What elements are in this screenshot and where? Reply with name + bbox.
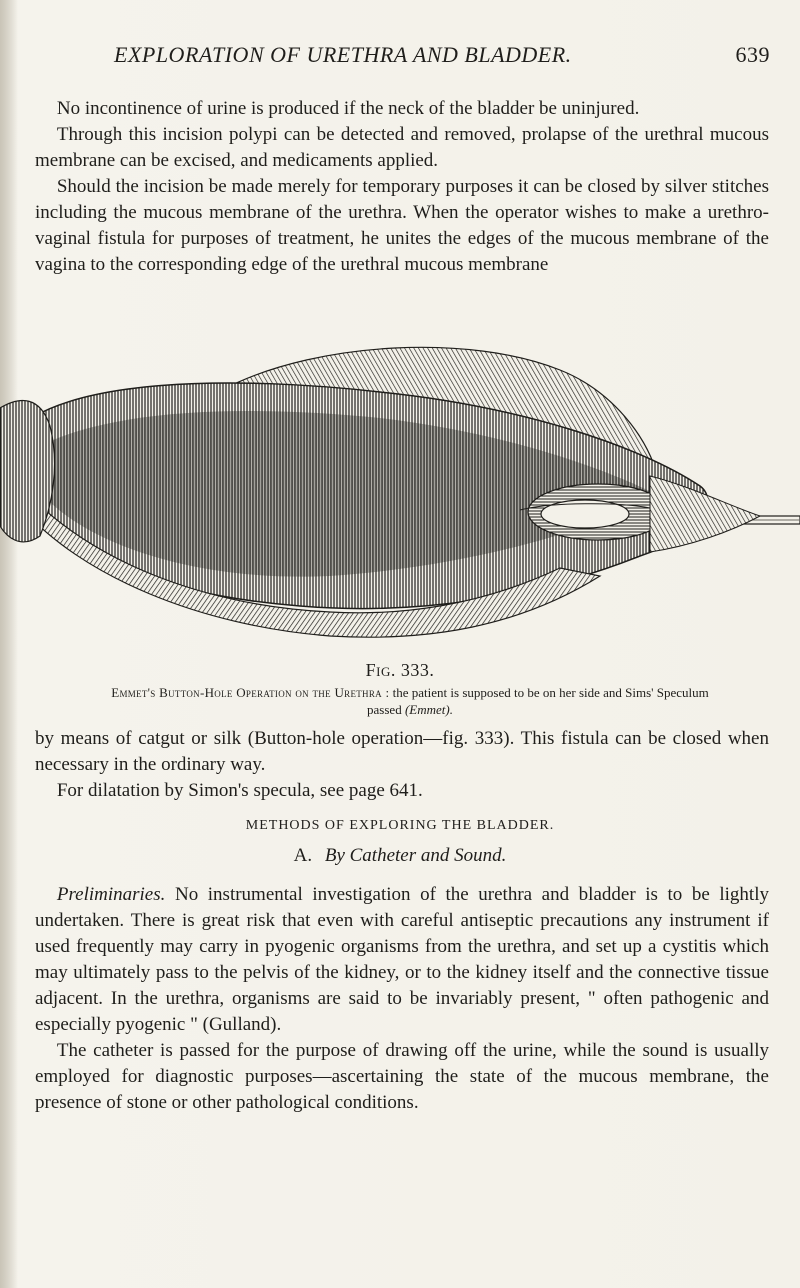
preliminaries-lead: Preliminaries. (56, 884, 166, 905)
subheading-text: By Catheter and Sound. (324, 845, 507, 866)
figure-caption (95, 684, 725, 718)
paragraph-temporary-incision: Should the incision be made merely for temporary purposes it can be closed by silver stitches including the mucous membrane of the urethra. When the operator wishes to make a urethro-vaginal fistula for purposes of treatment, he unites the edges of the mucous membrane of the vagina to the corresponding edge of the urethral mucous membrane (35, 176, 769, 275)
preliminaries-text: No instrumental investigation of the urethra and bladder is to be lightly undertaken. There is great risk that even with careful antiseptic precautions any instrument if used frequently may carry in pyogenic organisms from the urethra, and set up a cystitis which may ultimately pass to the pelvis of the kidney, or to the kidney itself and the connective tissue adjacent. In the urethra, organisms are said to be invariably present, " often pathogenic and especially pyogenic " (Gulland). (35, 884, 769, 1035)
section-heading: METHODS OF EXPLORING THE BLADDER. (245, 818, 555, 833)
caption-title: Emmet's Button-Hole Operation on the Urethra : (111, 685, 390, 700)
running-title: EXPLORATION OF URETHRA AND BLADDER. (114, 42, 572, 67)
paragraph-incontinence: No incontinence of urine is produced if the neck of the bladder be uninjured. (56, 98, 640, 119)
paragraph-preliminaries (35, 882, 769, 1038)
paragraph-catheter (35, 1038, 769, 1116)
caption-credit: (Emmet). (404, 702, 453, 717)
catheter-text: The catheter is passed for the purpose of drawing off the urine, while the sound is usually employed for diagnostic purposes—ascertaining the state of the mucous membrane, the presence of stone or other pathological conditions. (35, 1040, 769, 1113)
running-header (92, 42, 782, 82)
paragraph-dilatation: For dilatation by Simon's specula, see page 641. (56, 780, 423, 801)
paragraph-catgut: by means of catgut or silk (Button-hole operation—fig. 333). This fistula can be closed when necessary in the ordinary way. (35, 728, 769, 775)
figure-label: Fig. 333. (365, 660, 435, 680)
subheading-label: A. (293, 845, 313, 866)
caption-description: the patient is supposed to be on her side and Sims' Speculum passed (367, 685, 709, 717)
right-tissue-fold (650, 476, 760, 552)
paragraph-polypi: Through this incision polypi can be detected and removed, prolapse of the urethral mucous membrane can be excised, and medicaments applied. (35, 124, 769, 171)
button-hole-operation-engraving (0, 336, 800, 650)
intro-text (35, 96, 769, 278)
figure-333-illustration (0, 336, 800, 650)
body-text (35, 882, 769, 1116)
page-number: 639 (735, 42, 770, 67)
subheading (0, 845, 800, 867)
continuation-text (35, 726, 769, 804)
